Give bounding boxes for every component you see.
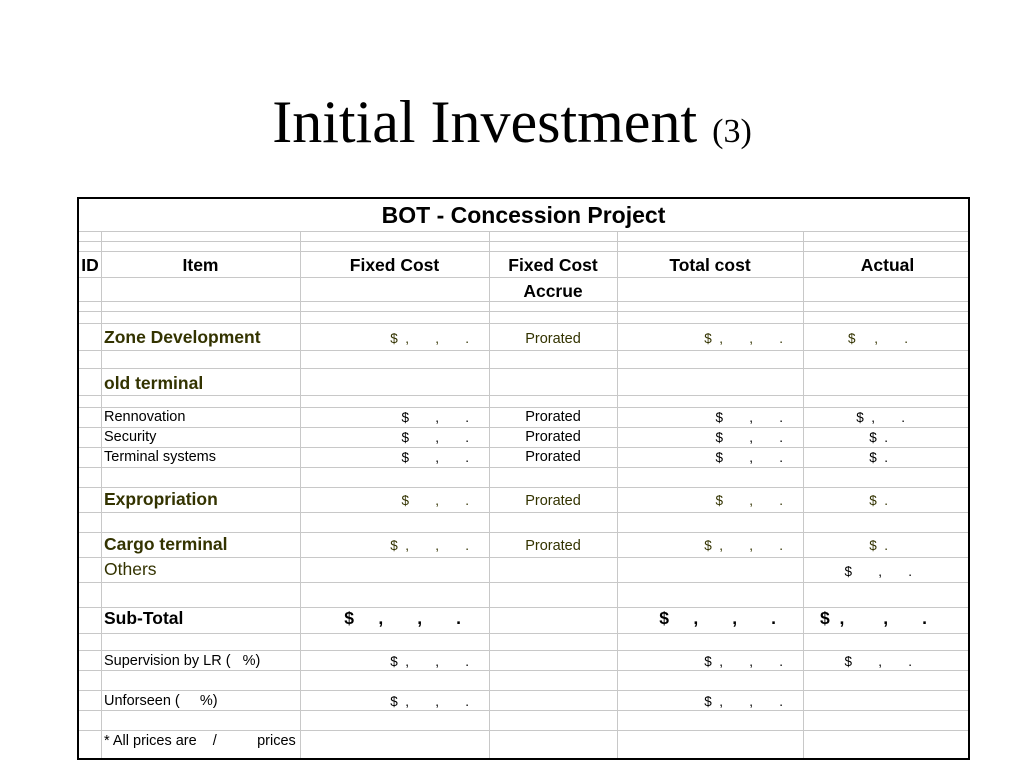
header-fixed-cost-accrue-line2: Accrue — [523, 281, 583, 301]
grid-line — [79, 427, 968, 428]
row-rennovation-item: Rennovation — [104, 409, 186, 425]
grid-line — [79, 532, 968, 533]
row-subtotal-item: Sub-Total — [104, 608, 184, 628]
supervision-total-cost: $ , , . — [704, 654, 783, 669]
security-accrue: Prorated — [525, 429, 581, 445]
slide-title-text: Initial Investment — [272, 89, 698, 155]
supervision-actual: $ , . — [844, 654, 912, 669]
grid-line — [79, 512, 968, 513]
grid-line — [79, 447, 968, 448]
row-old-terminal-item: old terminal — [104, 373, 204, 393]
spreadsheet-table — [77, 197, 970, 760]
grid-line — [79, 323, 968, 324]
security-total-cost: $ , . — [715, 430, 783, 445]
cargo-terminal-actual: $ . — [869, 538, 888, 553]
grid-line — [79, 467, 968, 468]
header-fixed-cost-accrue: Fixed Cost — [508, 255, 598, 275]
terminal-systems-actual: $ . — [869, 450, 888, 465]
terminal-systems-fixed-cost: $ , . — [401, 450, 469, 465]
grid-line — [79, 690, 968, 691]
grid-line — [79, 277, 968, 278]
subtotal-fixed-cost: $ , , . — [344, 608, 461, 628]
zone-development-fixed-cost: $ , , . — [390, 331, 469, 346]
unforseen-total-cost: $ , , . — [704, 694, 783, 709]
row-unforseen-item: Unforseen ( %) — [104, 693, 218, 709]
header-id: ID — [81, 255, 99, 275]
rennovation-total-cost: $ , . — [715, 410, 783, 425]
others-actual: $ , . — [844, 564, 912, 579]
rennovation-accrue: Prorated — [525, 409, 581, 425]
grid-line — [79, 407, 968, 408]
grid-line — [79, 670, 968, 671]
row-terminal-systems-item: Terminal systems — [104, 449, 216, 465]
zone-development-total-cost: $ , , . — [704, 331, 783, 346]
grid-line — [79, 710, 968, 711]
grid-line — [79, 582, 968, 583]
header-total-cost: Total cost — [669, 255, 751, 275]
expropriation-actual: $ . — [869, 493, 888, 508]
rennovation-actual: $ , . — [856, 410, 905, 425]
terminal-systems-total-cost: $ , . — [715, 450, 783, 465]
rennovation-fixed-cost: $ , . — [401, 410, 469, 425]
cargo-terminal-total-cost: $ , , . — [704, 538, 783, 553]
cargo-terminal-fixed-cost: $ , , . — [390, 538, 469, 553]
row-zone-development-item: Zone Development — [104, 327, 261, 347]
terminal-systems-accrue: Prorated — [525, 449, 581, 465]
row-others-item: Others — [104, 559, 157, 579]
subtotal-total-cost: $ , , . — [659, 608, 776, 628]
grid-line — [79, 650, 968, 651]
grid-line — [79, 241, 968, 242]
unforseen-fixed-cost: $ , , . — [390, 694, 469, 709]
expropriation-fixed-cost: $ , . — [401, 493, 469, 508]
zone-development-accrue: Prorated — [525, 331, 581, 347]
security-fixed-cost: $ , . — [401, 430, 469, 445]
expropriation-total-cost: $ , . — [715, 493, 783, 508]
row-expropriation-item: Expropriation — [104, 489, 218, 509]
expropriation-accrue: Prorated — [525, 493, 581, 509]
header-actual: Actual — [860, 255, 915, 275]
row-cargo-terminal-item: Cargo terminal — [104, 534, 228, 554]
cargo-terminal-accrue: Prorated — [525, 538, 581, 554]
grid-line — [79, 395, 968, 396]
header-item: Item — [182, 255, 219, 275]
grid-line — [79, 301, 968, 302]
zone-development-actual: $ , . — [847, 331, 908, 346]
grid-line — [79, 368, 968, 369]
supervision-fixed-cost: $ , , . — [390, 654, 469, 669]
table-banner: BOT - Concession Project — [381, 202, 666, 228]
row-security-item: Security — [104, 429, 157, 445]
grid-line — [79, 350, 968, 351]
grid-line — [79, 251, 968, 252]
grid-line — [79, 557, 968, 558]
row-supervision-item: Supervision by LR ( %) — [104, 653, 261, 669]
slide-title — [0, 89, 1024, 155]
subtotal-actual: $ , , . — [820, 608, 927, 628]
grid-line — [79, 730, 968, 731]
prices-footnote: * All prices are / prices — [104, 733, 296, 749]
grid-line — [79, 311, 968, 312]
header-fixed-cost: Fixed Cost — [349, 255, 440, 275]
grid-line — [79, 487, 968, 488]
grid-line — [79, 231, 968, 232]
slide-title-suffix: (3) — [712, 113, 752, 150]
grid-line — [79, 633, 968, 634]
security-actual: $ . — [869, 430, 888, 445]
